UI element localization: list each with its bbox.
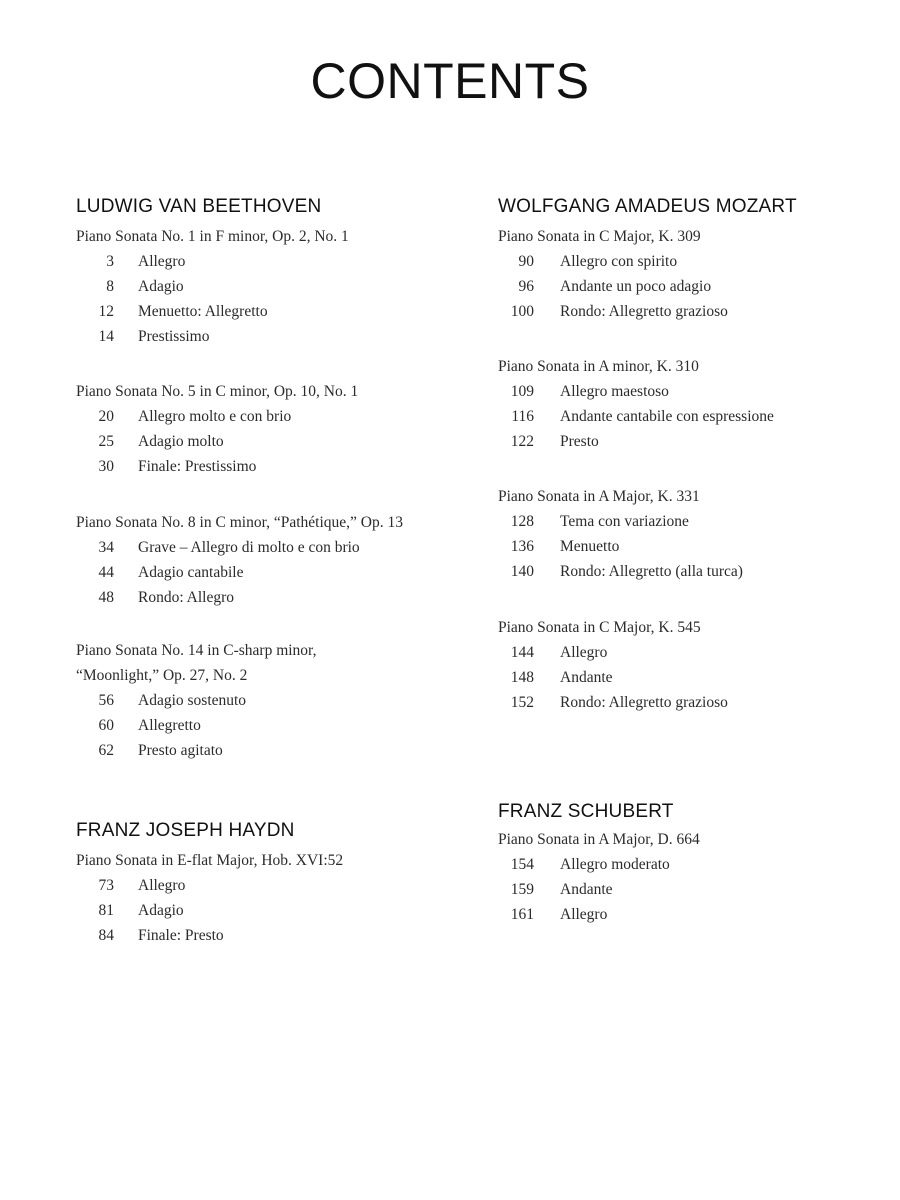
movement-title: Allegro con spirito <box>560 253 678 270</box>
page-number: 159 <box>510 881 534 898</box>
sonata-title: Piano Sonata in A Major, K. 331 <box>498 488 700 505</box>
page-number: 62 <box>98 742 114 759</box>
sonata-title: Piano Sonata in A minor, K. 310 <box>498 358 699 375</box>
movement-entry <box>76 324 476 349</box>
page-number: 20 <box>98 408 114 425</box>
sonata-entry <box>498 224 898 324</box>
page-number: 140 <box>510 563 534 580</box>
movement-title: Adagio sostenuto <box>138 692 247 709</box>
movement-entry <box>498 534 898 559</box>
sonata-title: Piano Sonata in A Major, D. 664 <box>498 831 700 848</box>
sonata-entry <box>498 615 898 715</box>
page-number: 122 <box>510 433 534 450</box>
page-number: 100 <box>510 303 534 320</box>
movement-entry <box>76 585 476 610</box>
sonata-entry <box>498 827 898 927</box>
page-number: 12 <box>98 303 114 320</box>
movement-title: Allegro moderato <box>560 856 670 873</box>
sonata-entry <box>76 638 476 763</box>
composer-heading-haydn: FRANZ JOSEPH HAYDN <box>76 820 295 841</box>
sonata-entry <box>76 224 476 349</box>
movement-entry <box>76 873 476 898</box>
movement-entry <box>76 713 476 738</box>
movement-title: Andante un poco adagio <box>560 278 712 295</box>
movement-title: Rondo: Allegretto grazioso <box>560 694 728 711</box>
page-number: 144 <box>510 644 534 661</box>
movement-entry <box>76 299 476 324</box>
movement-entry <box>498 404 898 429</box>
movement-entry <box>498 877 898 902</box>
movement-title: Menuetto: Allegretto <box>138 303 268 320</box>
page-number: 128 <box>510 513 534 530</box>
movement-entry <box>76 274 476 299</box>
movement-title: Tema con variazione <box>560 513 689 530</box>
page-number: 116 <box>511 408 534 425</box>
movement-entry <box>76 404 476 429</box>
page-number: 44 <box>98 564 114 581</box>
movement-title: Allegro <box>560 644 608 661</box>
page-number: 30 <box>98 458 114 475</box>
movement-title: Menuetto <box>560 538 620 555</box>
movement-title: Allegro <box>560 906 608 923</box>
movement-title: Andante <box>560 669 613 686</box>
movement-entry <box>76 688 476 713</box>
page-number: 48 <box>98 589 114 606</box>
movement-entry <box>76 249 476 274</box>
page-number: 73 <box>98 877 114 894</box>
movement-entry <box>76 923 476 948</box>
movement-title: Andante cantabile con espressione <box>560 408 774 425</box>
movement-title: Rondo: Allegro <box>138 589 235 606</box>
movement-entry <box>76 429 476 454</box>
sonata-entry <box>498 484 898 584</box>
movement-entry <box>498 429 898 454</box>
page-number: 60 <box>98 717 114 734</box>
sonata-entry <box>76 510 476 610</box>
page-number: 96 <box>518 278 534 295</box>
movement-entry <box>498 379 898 404</box>
movement-title: Presto <box>560 433 599 450</box>
page-number: 25 <box>98 433 114 450</box>
movement-title: Allegro <box>138 253 186 270</box>
page-number: 90 <box>518 253 534 270</box>
page-number: 34 <box>98 539 114 556</box>
sonata-title: Piano Sonata in C Major, K. 545 <box>498 619 701 636</box>
page-number: 136 <box>510 538 534 555</box>
movement-entry <box>76 454 476 479</box>
movement-entry <box>498 640 898 665</box>
composer-heading-mozart: WOLFGANG AMADEUS MOZART <box>498 196 797 217</box>
sonata-title: Piano Sonata No. 1 in F minor, Op. 2, No. 1 <box>76 228 349 245</box>
movement-title: Allegro <box>138 877 186 894</box>
page-number: 3 <box>106 253 114 270</box>
page-number: 56 <box>98 692 114 709</box>
page-number: 148 <box>510 669 534 686</box>
sonata-title: “Moonlight,” Op. 27, No. 2 <box>76 667 248 684</box>
sonata-entry <box>76 848 476 948</box>
movement-title: Rondo: Allegretto grazioso <box>560 303 728 320</box>
page-number: 109 <box>510 383 534 400</box>
sonata-title: Piano Sonata No. 14 in C-sharp minor, <box>76 642 317 659</box>
movement-entry <box>76 898 476 923</box>
sonata-title: Piano Sonata No. 5 in C minor, Op. 10, No. 1 <box>76 383 359 400</box>
page-number: 14 <box>98 328 114 345</box>
composer-heading-beethoven: LUDWIG VAN BEETHOVEN <box>76 196 322 217</box>
movement-title: Finale: Prestissimo <box>138 458 257 475</box>
movement-title: Adagio molto <box>138 433 224 450</box>
movement-title: Prestissimo <box>138 328 210 345</box>
movement-entry <box>498 299 898 324</box>
movement-entry <box>498 852 898 877</box>
movement-entry <box>76 560 476 585</box>
movement-title: Adagio <box>138 902 184 919</box>
movement-title: Allegro maestoso <box>560 383 669 400</box>
movement-entry <box>498 274 898 299</box>
sonata-title: Piano Sonata No. 8 in C minor, “Pathétique,” Op. 13 <box>76 514 403 531</box>
page-number: 161 <box>510 906 534 923</box>
movement-title: Grave – Allegro di molto e con brio <box>138 539 360 556</box>
movement-title: Allegretto <box>138 717 201 734</box>
movement-title: Rondo: Allegretto (alla turca) <box>560 563 743 580</box>
movement-title: Finale: Presto <box>138 927 224 944</box>
movement-entry <box>76 535 476 560</box>
page-number: 154 <box>510 856 534 873</box>
sonata-entry <box>76 379 476 479</box>
page-title: CONTENTS <box>310 53 590 109</box>
page-number: 152 <box>510 694 534 711</box>
movement-title: Presto agitato <box>138 742 223 759</box>
movement-entry <box>498 509 898 534</box>
movement-title: Andante <box>560 881 613 898</box>
page-number: 84 <box>98 927 114 944</box>
composer-heading-schubert: FRANZ SCHUBERT <box>498 801 674 822</box>
movement-entry <box>498 690 898 715</box>
movement-entry <box>498 249 898 274</box>
movement-entry <box>498 559 898 584</box>
movement-title: Adagio <box>138 278 184 295</box>
sonata-title: Piano Sonata in E-flat Major, Hob. XVI:52 <box>76 852 344 869</box>
page-number: 81 <box>98 902 114 919</box>
sonata-entry <box>498 354 898 454</box>
movement-entry <box>498 665 898 690</box>
sonata-title: Piano Sonata in C Major, K. 309 <box>498 228 701 245</box>
movement-entry <box>498 902 898 927</box>
movement-title: Allegro molto e con brio <box>138 408 292 425</box>
movement-title: Adagio cantabile <box>138 564 244 581</box>
page-number: 8 <box>106 278 114 295</box>
movement-entry <box>76 738 476 763</box>
